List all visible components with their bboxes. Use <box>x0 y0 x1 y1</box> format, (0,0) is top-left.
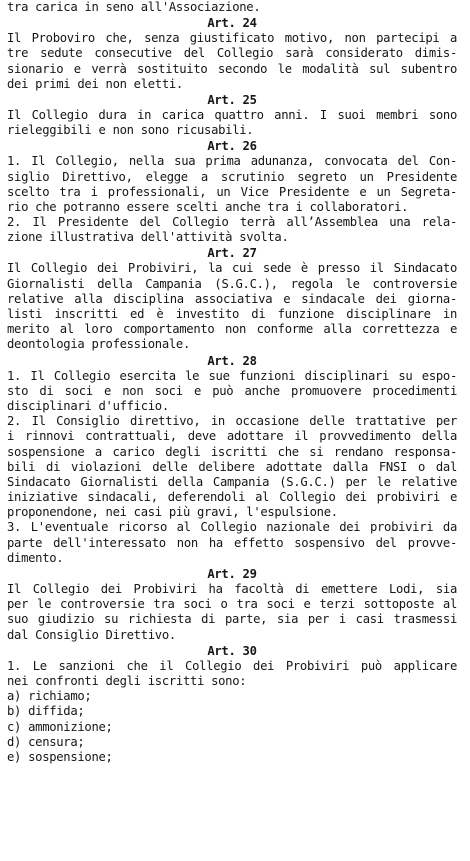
text-line: dal Consiglio Direttivo. <box>7 627 176 642</box>
text-line: suo giudizio su richiesta di parte, sia per i casi trasmessi <box>7 612 457 627</box>
article-heading: Art. 30 <box>207 643 257 658</box>
text-line: rieleggibili e non sono ricusabili. <box>7 123 254 138</box>
article-heading: Art. 29 <box>207 567 257 581</box>
text-line: disciplinari d'ufficio. <box>7 398 169 413</box>
text-line: 1. Il Collegio esercita le sue funzioni disciplinari su espo- <box>7 368 457 383</box>
text-line: bili di violazioni delle delibere adottate dalla FNSI o dal <box>7 459 457 474</box>
text-line: 2. Il Presidente del Collegio terrà all’Assemblea una rela- <box>7 215 457 230</box>
text-line: iniziative sindacali, deferendoli al Collegio dei probiviri e <box>7 490 457 505</box>
text-line: proponendone, nei casi più gravi, l'espulsione. <box>7 505 338 520</box>
text-line: dimento. <box>7 550 64 565</box>
text-line: merito al loro comportamento non conforme alla correttezza e <box>7 322 457 337</box>
text-line: 3. L'eventuale ricorso al Collegio nazionale dei probiviri da <box>7 520 457 535</box>
text-line: rio che potranno essere scelti anche tra i collaboratori. <box>7 199 409 214</box>
text-line: b) diffida; <box>7 704 85 719</box>
text-line: 1. Le sanzioni che il Collegio dei Probiviri può applicare <box>7 658 457 673</box>
text-line: listi inscritti ed è investito di funzione disciplinare in <box>7 307 457 321</box>
text-line: d) censura; <box>7 734 85 749</box>
text-line: 1. Il Collegio, nella sua prima adunanza, convocata del Con- <box>7 154 457 169</box>
text-line: e) sospensione; <box>7 749 113 764</box>
text-line: tre sedute consecutive del Collegio sarà considerato dimis- <box>7 46 457 61</box>
text-line: a) richiamo; <box>7 689 92 704</box>
text-line: zione illustrativa dell'attività svolta. <box>7 230 289 245</box>
text-line: Il Proboviro che, senza giustificato motivo, non partecipi a <box>7 31 457 46</box>
text-line: relative alla disciplina associativa e sindacale dei giorna- <box>7 291 457 306</box>
text-line: sospensione a carico degli iscritti che si rendano responsa- <box>7 444 457 459</box>
text-line: i rinnovi contrattuali, deve adottare il provvedimento della <box>7 429 457 444</box>
text-line: nei confronti degli iscritti sono: <box>7 673 247 688</box>
document-body <box>7 0 457 765</box>
article-heading: Art. 27 <box>207 246 257 261</box>
text-line: Il Collegio dei Probiviri ha facoltà di emettere Lodi, sia <box>7 582 457 596</box>
article-heading: Art. 26 <box>207 139 257 154</box>
text-line: parte dell'interessato non ha effetto sospensivo del provve- <box>7 535 457 550</box>
text-line: scelto tra i professionali, un Vice Presidente e un Segreta- <box>7 184 457 199</box>
text-line: c) ammonizione; <box>7 719 113 734</box>
text-line: deontologia professionale. <box>7 337 190 352</box>
text-line: tra carica in seno all'Associazione. <box>7 0 261 14</box>
article-heading: Art. 28 <box>207 353 257 368</box>
text-line: sionario e verrà sostituito secondo le modalità sul subentro <box>7 61 457 76</box>
article-heading: Art. 25 <box>207 92 257 107</box>
text-line: Il Collegio dei Probiviri, la cui sede è presso il Sindacato <box>7 261 457 276</box>
text-line: Il Collegio dura in carica quattro anni. I suoi membri sono <box>7 107 457 122</box>
text-line: per le controversie tra soci o tra soci e terzi sottoposte al <box>7 597 457 612</box>
text-line: sto di soci e non soci e può anche promuovere procedimenti <box>7 383 457 398</box>
text-line: 2. Il Consiglio direttivo, in occasione delle trattative per <box>7 414 457 429</box>
text-line: siglio Direttivo, elegge a scrutinio segreto un Presidente <box>7 169 457 184</box>
text-line: dei primi dei non eletti. <box>7 76 183 91</box>
article-heading: Art. 24 <box>207 16 257 31</box>
text-line: Giornalisti della Campania (S.G.C.), regola le controversie <box>7 276 457 291</box>
text-line: Sindacato Giornalisti della Campania (S.G.C.) per le relative <box>7 474 457 489</box>
